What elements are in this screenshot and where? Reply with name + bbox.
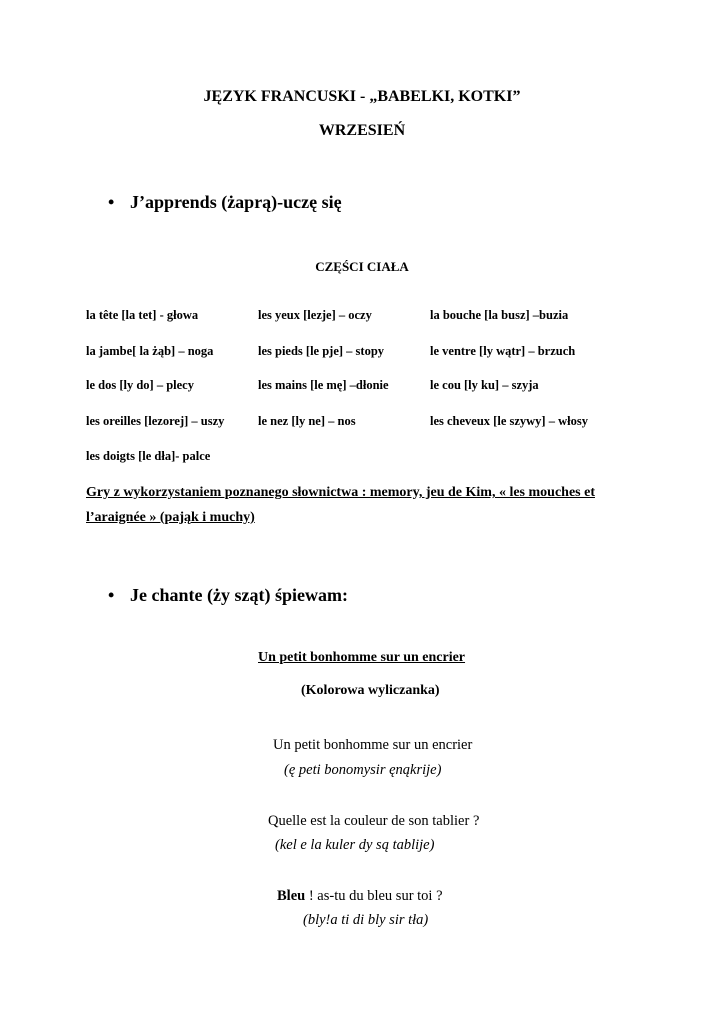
vocab-item: la jambe[ la żąb] – noga bbox=[86, 344, 214, 358]
song-line bbox=[277, 888, 443, 905]
song-line-rest: ! as-tu du bleu sur toi ? bbox=[305, 888, 443, 904]
games-line: l’araignée » (pająk i muchy) bbox=[86, 510, 255, 525]
song-pronunciation: (ę peti bonomysir ęnąkrije) bbox=[284, 762, 442, 778]
song-pronunciation: (bly!a ti di bly sir tła) bbox=[303, 912, 429, 928]
song-subtitle: (Kolorowa wyliczanka) bbox=[301, 683, 440, 698]
song-line: Quelle est la couleur de son tablier ? bbox=[268, 813, 480, 829]
vocab-item: les yeux [lezje] – oczy bbox=[258, 308, 372, 322]
section-heading-sing: Je chante (ży sząt) śpiewam: bbox=[130, 585, 348, 605]
vocab-item: le ventre [ly wątr] – brzuch bbox=[430, 344, 576, 358]
bullet-icon: • bbox=[108, 192, 115, 212]
document-title: JĘZYK FRANCUSKI - „BABELKI, KOTKI” bbox=[203, 88, 521, 105]
vocab-item: la tête [la tet] - głowa bbox=[86, 308, 199, 322]
vocab-item: les pieds [le pje] – stopy bbox=[258, 344, 385, 358]
games-line: Gry z wykorzystaniem poznanego słownictwa : memory, jeu de Kim, « les mouches et bbox=[86, 485, 595, 500]
vocab-item: la bouche [la busz] –buzia bbox=[430, 308, 569, 322]
vocab-item: les mains [le mę] –dłonie bbox=[258, 378, 389, 392]
song-pronunciation: (kel e la kuler dy są tablije) bbox=[275, 837, 435, 853]
vocab-item: le dos [ly do] – plecy bbox=[86, 378, 194, 392]
document-month: WRZESIEŃ bbox=[318, 122, 406, 139]
song-line: Un petit bonhomme sur un encrier bbox=[273, 737, 473, 753]
vocab-item: les oreilles [lezorej] – uszy bbox=[86, 414, 225, 428]
bullet-icon: • bbox=[108, 585, 115, 605]
vocab-item: les doigts [le dła]- palce bbox=[86, 449, 211, 463]
song-title: Un petit bonhomme sur un encrier bbox=[258, 650, 466, 665]
vocab-item: le cou [ly ku] – szyja bbox=[430, 378, 539, 392]
vocab-item: le nez [ly ne] – nos bbox=[258, 414, 356, 428]
song-color-word: Bleu bbox=[277, 888, 306, 904]
section-heading-learn: J’apprends (żaprą)-uczę się bbox=[130, 192, 342, 212]
vocab-item: les cheveux [le szywy] – włosy bbox=[430, 414, 588, 428]
vocab-heading: CZĘŚCI CIAŁA bbox=[315, 259, 409, 274]
